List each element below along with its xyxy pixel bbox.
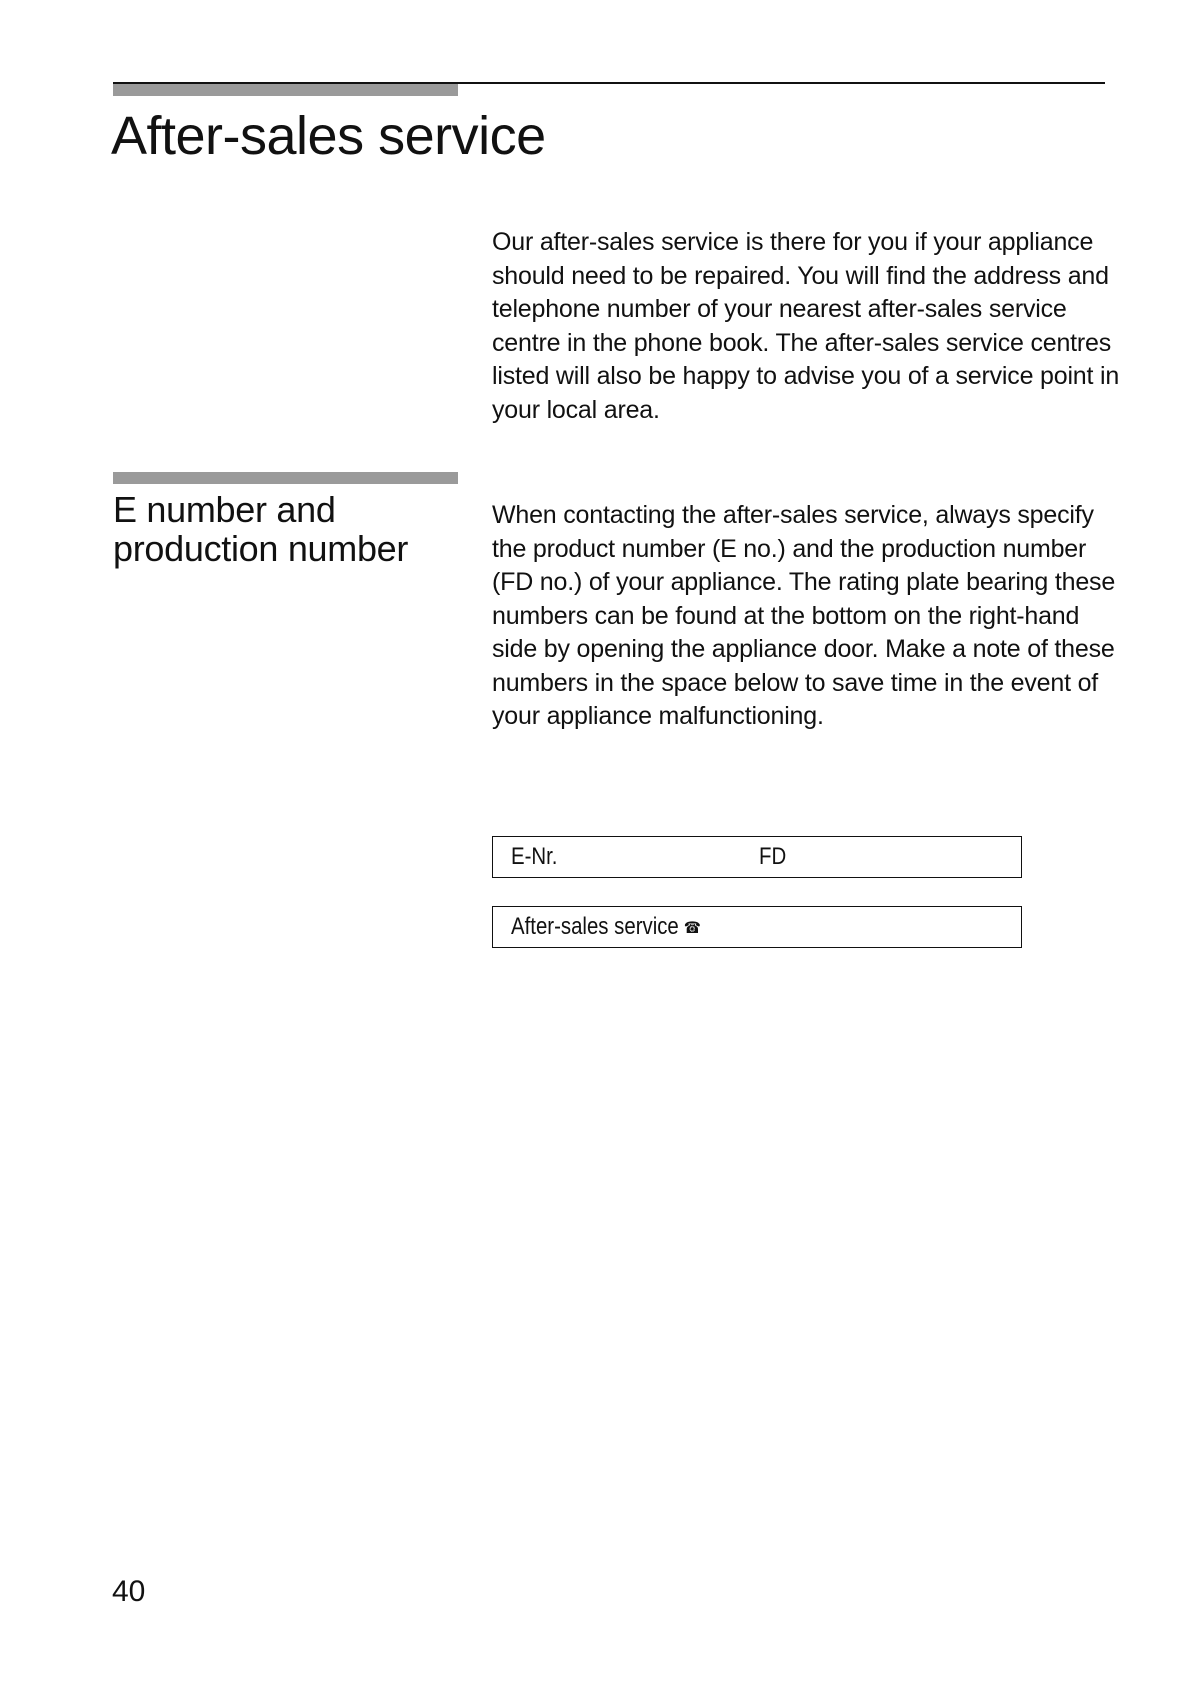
page-number: 40 <box>112 1575 146 1608</box>
phone-icon: ☎ <box>683 920 701 937</box>
service-field <box>511 906 701 950</box>
page-title: After-sales service <box>111 106 546 166</box>
section-accent-bar <box>113 472 458 484</box>
title-accent-bar <box>113 84 458 96</box>
section-heading-line2: production number <box>113 528 409 569</box>
e-nr-label: E-Nr. <box>511 843 558 870</box>
service-label: After-sales service <box>511 913 679 940</box>
e-number-paragraph: When contacting the after-sales service, always specify the product number (E no.) and the production number (FD no.) of your appliance. The rating plate bearing these numbers can be found at the bottom on the right-hand side by opening the appliance door. Make a note of these numbers in the space below to save time in the event of your appliance malfunctioning. <box>492 501 1116 730</box>
section-heading-line1: E number and <box>113 489 336 530</box>
after-sales-service-box <box>492 906 1022 948</box>
e-number-fd-box <box>492 836 1022 878</box>
fd-label: FD <box>759 843 787 870</box>
intro-paragraph: Our after-sales service is there for you if your appliance should need to be repaired. You will find the address and telephone number of your nearest after-sales service centre in the phone book. The after-sales service centres listed will also be happy to advise you of a service point in your local area. <box>492 228 1120 424</box>
section-heading <box>113 490 458 568</box>
